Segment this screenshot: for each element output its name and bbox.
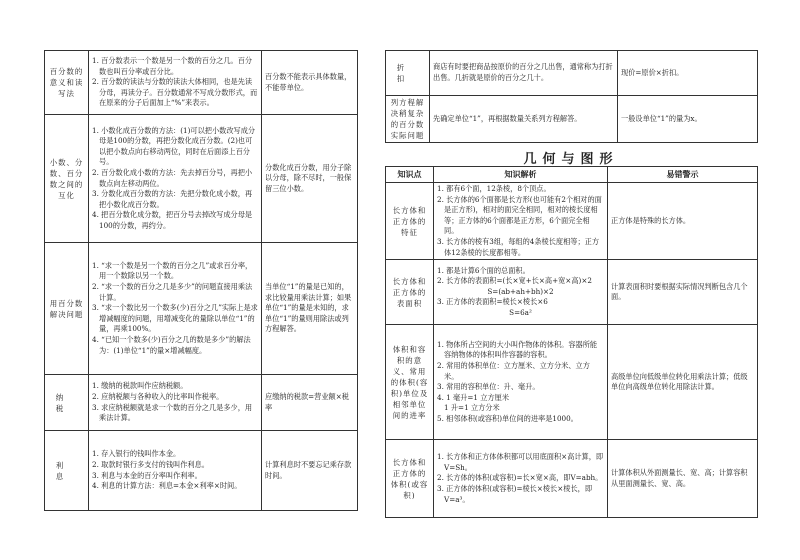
list-item: 1. 都是计算6个面的总面积。	[437, 265, 530, 275]
list-item: 3. 常用的容积单位：升、毫升。	[437, 382, 540, 392]
row-note: 计算体积从外面测量长、宽、高；计算容积从里面测量长、宽、高。	[608, 440, 758, 518]
list-item: 1. “求一个数是另一个数的百分之几”或求百分率，用一个数除以另一个数。	[92, 260, 253, 281]
percent-application-table	[385, 50, 758, 143]
table-header-row	[386, 167, 758, 183]
geometry-table	[385, 166, 758, 518]
row-note: 当单位“1”的量是已知的，求比较量用乘法计算；如果单位“1”的量是未知的，求单位“1”的量则用除法或列方程解答。	[262, 243, 358, 375]
list-item: 1 升=1 立方分米	[444, 403, 500, 413]
row-label: 利息	[45, 431, 89, 511]
list-item: 1. 长方体和正方体体积都可以用底面积×高计算，即V=Sh。	[437, 452, 604, 472]
list-item: 2. 长方体的表面积=(长×宽+长×高+宽×高)×2	[437, 276, 592, 286]
list-item: 3. “求一个数比另一个数多(少)百分之几”实际上是求增减幅度的问题，用增减变化的量除以单位“1”的量，再乘100%。	[92, 303, 258, 334]
row-note: 高级单位向低级单位转化用乘法计算；低级单位向高级单位转化用除法计算。	[608, 325, 758, 440]
column-header: 易错警示	[608, 167, 758, 183]
row-label: 体积和容积的意义、常用的体积(容积)单位及相邻单位间的进率	[386, 325, 434, 440]
row-label: 小数、分数、百分数之间的互化	[45, 115, 89, 243]
table-row	[45, 51, 358, 115]
table-row	[45, 115, 358, 243]
list-item: 2. 常用的体积单位：立方厘米、立方分米、立方米。	[437, 360, 590, 381]
table-row	[386, 260, 758, 325]
list-item: 2. 长方体的6个面都是长方形(也可能有2个相对的面是正方形)，相对的面完全相同，相对的棱长度相等；正方体的6个面都是正方形，6个面完全相同。	[437, 194, 602, 236]
list-item: 5. 相邻体积(或容积)单位间的进率是1000。	[437, 413, 578, 423]
row-content	[89, 51, 262, 115]
row-content	[89, 243, 262, 375]
row-label: 纳税	[45, 375, 89, 431]
list-item: 2. 取款时银行多支付的钱叫作利息。	[92, 459, 209, 469]
row-note: 正方体是特殊的长方体。	[608, 183, 758, 260]
row-content	[89, 431, 262, 511]
list-item: 1. 小数化成百分数的方法：(1)可以把小数改写成分母是100的分数，再把分数化成百分数。(2)也可以把小数点向右移动两位，同时在后面添上百分号。	[92, 125, 256, 167]
row-label: 折扣	[386, 51, 430, 96]
row-content	[434, 183, 608, 260]
list-item: 3. 分数化成百分数的方法：先把分数化成小数，再把小数化成百分数。	[92, 189, 253, 209]
list-item: 2. 百分数的读法与分数的读法大体相同，也是先读分母，再读分子。百分数通常不写成分数形式，而在原来的分子后面加上“%”来表示。	[92, 77, 258, 108]
row-label: 长方体和正方体的体积(或容积)	[386, 440, 434, 518]
row-note: 一般设单位“1”的量为x。	[618, 96, 758, 143]
table-row	[386, 51, 758, 96]
table-row	[386, 325, 758, 440]
row-content	[434, 325, 608, 440]
list-item: 1. 都有6个面，12条棱，8个顶点。	[437, 184, 551, 193]
table-row	[45, 431, 358, 511]
row-content	[434, 260, 608, 325]
list-item: 3. 正方体的表面积=棱长×棱长×6	[437, 297, 548, 307]
row-note: 应缴纳的税款=营业额×税率	[262, 375, 358, 431]
row-label: 长方体和正方体的特征	[386, 183, 434, 260]
list-item: 4. 把百分数化成分数，把百分号去掉改写成分母是100的分数，再约分。	[92, 210, 253, 230]
table-row	[386, 183, 758, 260]
list-item: 1. 物体所占空间的大小叫作物体的体积。容器所能容纳物体的体积叫作容器的容积。	[437, 339, 598, 360]
list-item: 2. 应纳税额与各种收入的比率叫作税率。	[92, 391, 224, 401]
list-item: 3. 正方体的体积(或容积)=棱长×棱长×棱长，即V=a³。	[437, 483, 593, 504]
row-note: 百分数不能表示具体数量，不能带单位。	[262, 51, 358, 115]
formula: S=(ab+ah+bh)×2	[487, 286, 554, 296]
list-item: 1. 百分数表示一个数是另一个数的百分之几。百分数也叫百分率或百分比。	[92, 56, 253, 76]
list-item: 3. 长方体的棱有3组，每组的4条棱长度相等；正方体12条棱的长度都相等。	[437, 236, 600, 257]
row-label: 百分数的意义和读写法	[45, 51, 89, 115]
list-item: 3. 求应纳税额就是求一个数的百分之几是多少，用乘法计算。	[92, 402, 253, 423]
row-content	[89, 375, 262, 431]
row-note: 计算表面积时要根据实际情况判断包含几个面。	[608, 260, 758, 325]
table-row	[45, 375, 358, 431]
list-item: 2. 长方体的体积(或容积)=长×宽×高，即V=abh。	[437, 473, 603, 483]
table-row	[45, 243, 358, 375]
row-content: 商店有时要把商品按原价的百分之几出售，通常称为打折出售。几折就是原价的百分之几十。	[430, 51, 618, 96]
formula: S=6a²	[509, 308, 532, 318]
list-item: 2. “求一个数的百分之几是多少”的问题直接用乘法计算。	[92, 282, 253, 302]
list-item: 4. 1 毫升=1 立方厘米	[437, 392, 510, 402]
row-content	[89, 115, 262, 243]
row-label: 长方体和正方体的表面积	[386, 260, 434, 325]
list-item: 4. 利息的计算方法：利息=本金×利率×时间。	[92, 481, 242, 491]
row-content	[434, 440, 608, 518]
column-header: 知识点	[386, 167, 434, 183]
table-row	[386, 440, 758, 518]
percent-knowledge-table	[44, 50, 358, 511]
row-label: 用百分数解决问题	[45, 243, 89, 375]
list-item: 1. 存入银行的钱叫作本金。	[92, 449, 181, 459]
row-label: 列方程解决稍复杂的百分数实际问题	[386, 96, 430, 143]
row-note: 分数化成百分数，用分子除以分母，除不尽时，一般保留三位小数。	[262, 115, 358, 243]
list-item: 2. 百分数化成小数的方法：先去掉百分号，再把小数点向左移动两位。	[92, 167, 253, 188]
row-note: 现价=原价×折扣。	[618, 51, 758, 96]
section-title: 几何与图形	[523, 152, 619, 167]
column-header: 知识解析	[434, 167, 608, 183]
list-item: 4. “已知一个数多(少)百分之几的数是多少”的解法为：(1)单位“1”的量×增减幅度。	[92, 334, 251, 355]
row-note: 计算利息时不要忘记乘存款时间。	[262, 431, 358, 511]
list-item: 3. 利息与本金的百分率叫作利率。	[92, 470, 202, 480]
list-item: 1. 缴纳的税款叫作应纳税额。	[92, 381, 188, 391]
row-content: 先确定单位“1”，再根据数量关系列方程解答。	[430, 96, 618, 143]
table-row	[386, 96, 758, 143]
